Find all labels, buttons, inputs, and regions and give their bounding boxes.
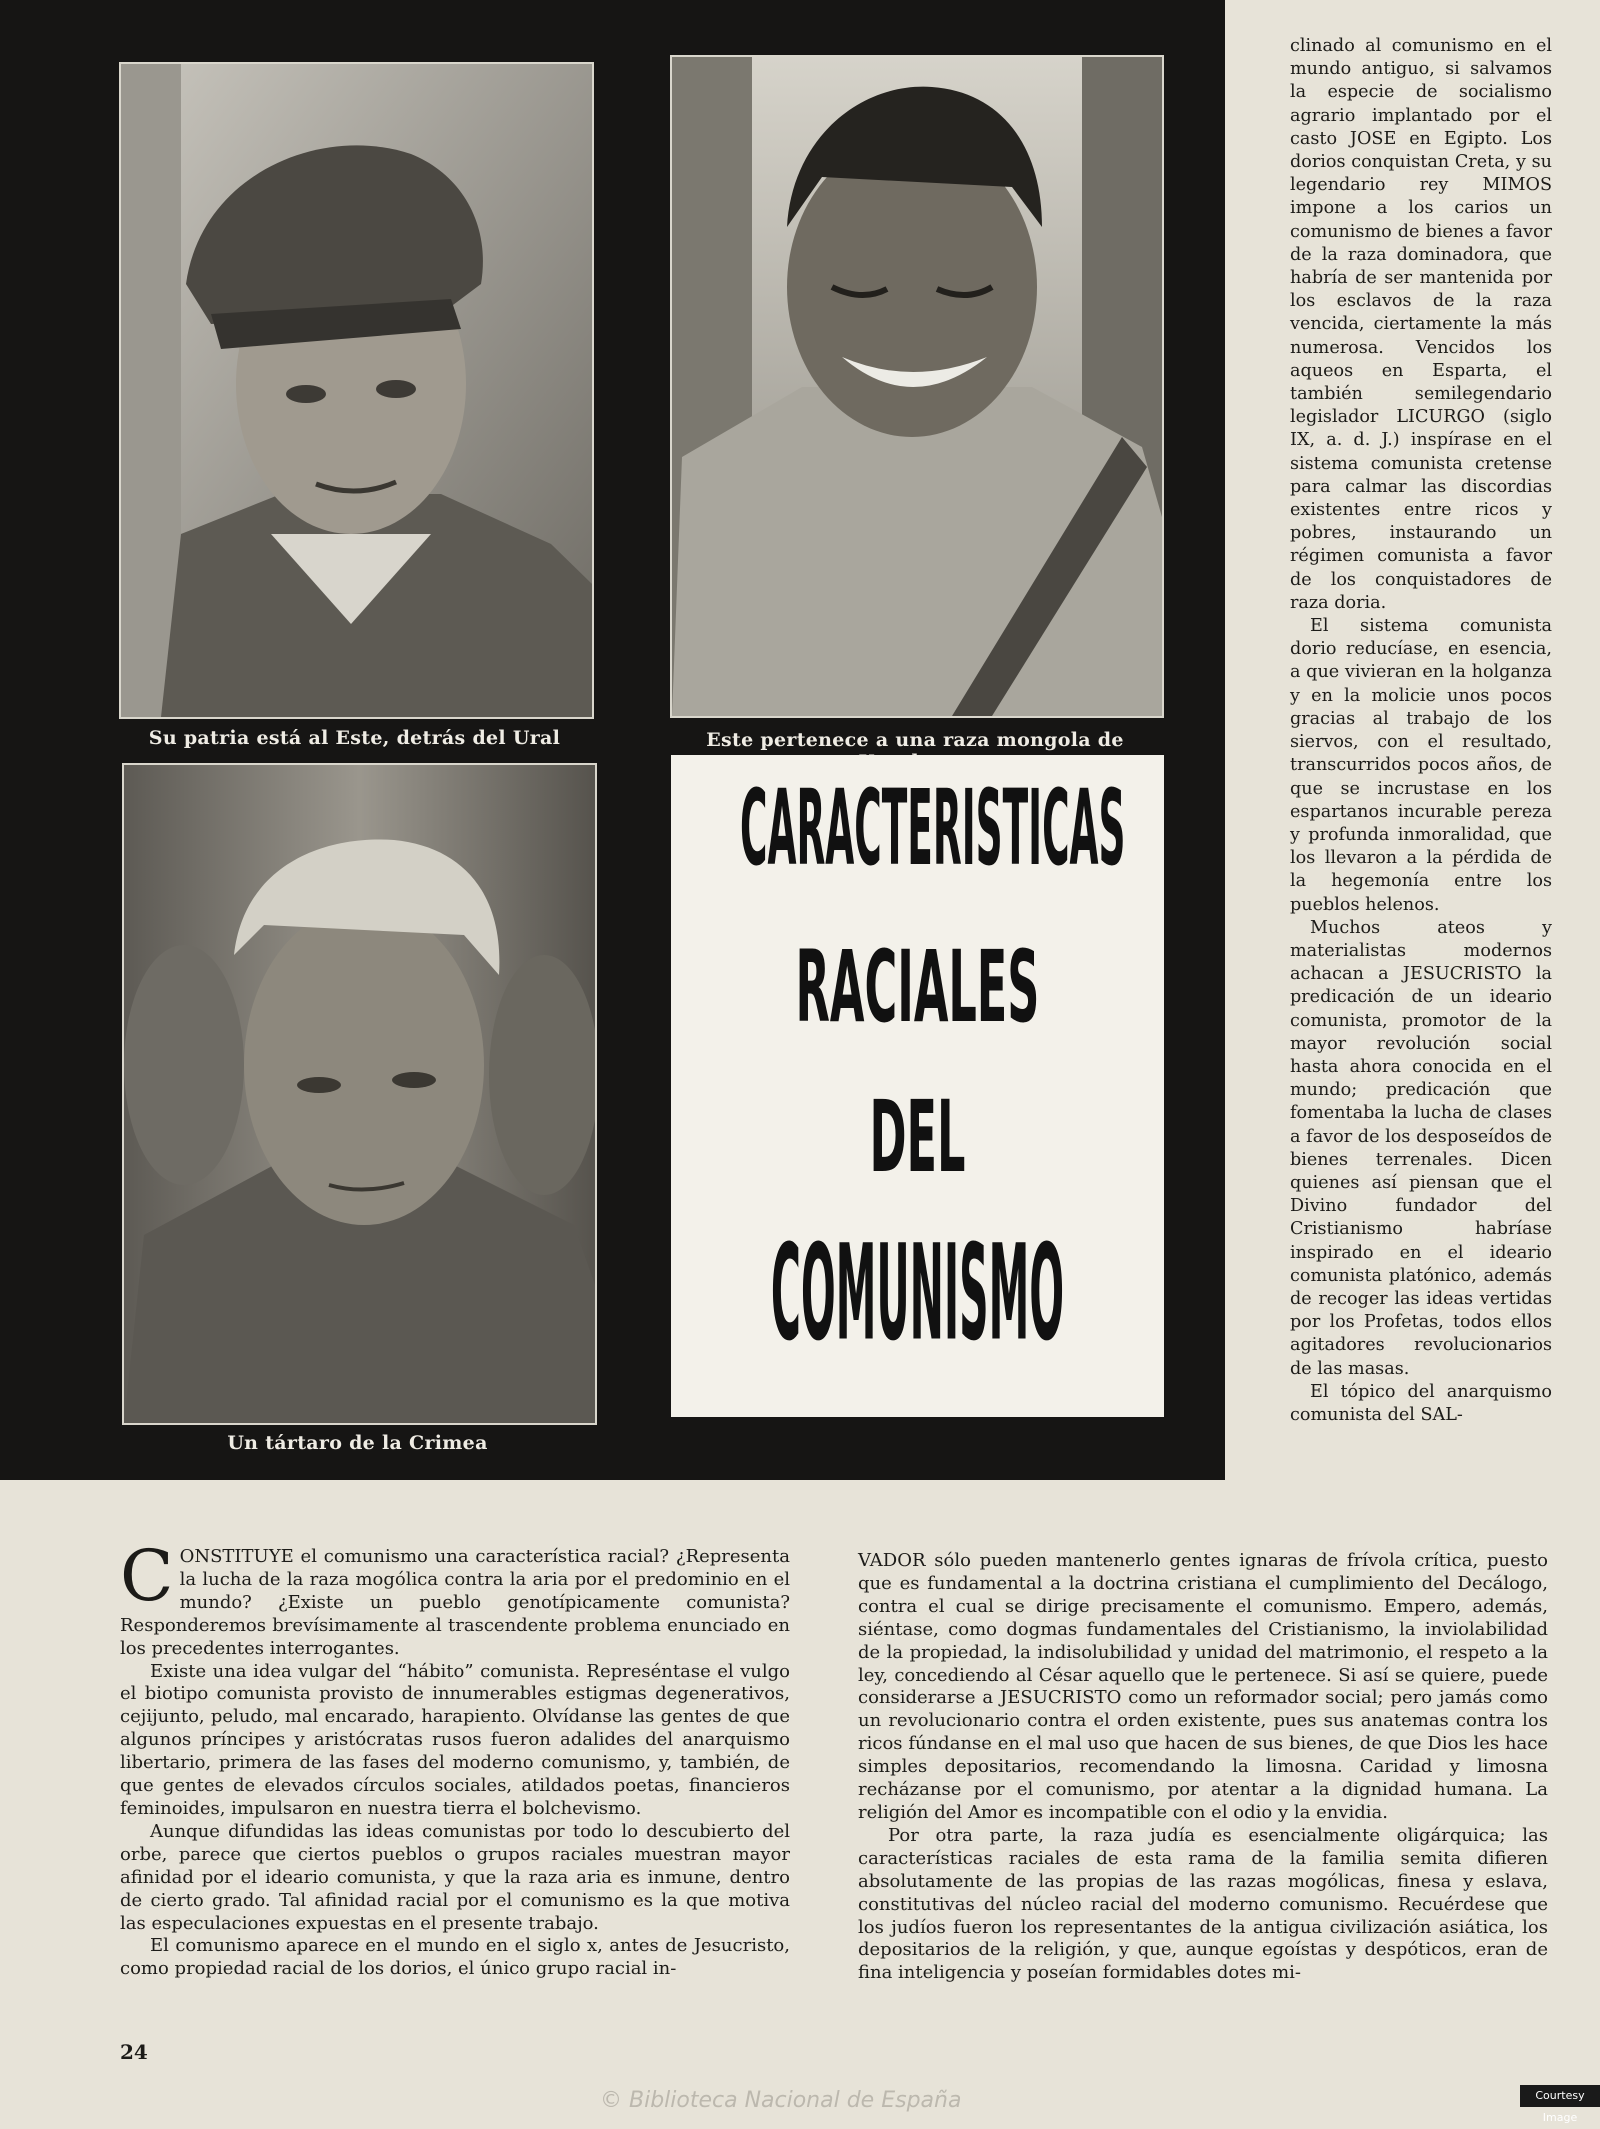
- title-line-4: COMUNISMO: [770, 1216, 1065, 1371]
- right-paragraph: clinado al comunismo en el mundo antiguo, si salvamos la especie de socialismo agrario implantado por el casto JOSE en Egipto. Los dorios conquistan Creta, y su legendario rey MIMOS impone a los carios un comunismo de bienes a favor de la raza dominadora, que habría de ser mantenida por los esclavos de la raza vencida, ciertamente la más numerosa. Vencidos los aqueos en Esparta, el también semilegendario legislador LICURGO (siglo IX, a. d. J.) inspírase en el sistema comunista cretense para calmar las discordias existentes entre ricos y pobres, instaurando un régimen comunista a favor de los conquistadores de raza doria.: [1290, 36, 1552, 613]
- title-line-1: CARACTERISTICAS: [740, 770, 1126, 890]
- right-paragraph: El sistema comunista dorio reducíase, en esencia, a que vivieran en la holganza y en la molicie unos pocos gracias al trabajo de los siervos, con el resultado, transcurridos pocos años, de que se incrustase en los espartanos incurable pereza y profunda inmoralidad, que los llevaron a la pérdida de la hegemonía entre los pueblos helenos.: [1290, 616, 1552, 915]
- courtesy-label: Courtesy Image: [1520, 2085, 1600, 2107]
- photo-smiling-man: [670, 55, 1164, 718]
- middle-paragraph: Por otra parte, la raza judía es esencialmente oligárquica; las características raciales de esta rama de la familia semita difieren absolutamente de las propias de las razas mogólicas, finesa y eslava, constitutivas del núcleo racial del moderno comunismo. Recuérdese que los judíos fueron los representantes de la antigua civilización asiática, los depositarios de la religión, y que, aunque egoístas y despóticos, eran de fina inteligencia y poseían formidables dotes mi-: [858, 1824, 1548, 1984]
- photo-soldier-cap: [119, 62, 594, 719]
- photo-tartar-man: [122, 763, 597, 1425]
- right-paragraph: El tópico del anarquismo comunista del SAL-: [1290, 1381, 1552, 1425]
- middle-paragraph: VADOR sólo pueden mantenerlo gentes ignaras de frívola crítica, puesto que es fundamental a la doctrina cristiana el cumplimiento del Decálogo, contra el cual se dirige precisamente el comunismo. Empero, además, siéntase, como dogmas fundamentales del Cristianismo, la inviolabilidad de la propiedad, la indisolubilidad y unidad del matrimonio, el respeto a la ley, concediendo al César aquello que le pertenece. Si así se quiere, puede considerarse a JESUCRISTO como un reformador social; pero jamás como un revolucionario contra el orden existente, pues sus anatemas contra los ricos fúndanse en el mal uso que hacen de sus bienes, de que Dios les hace simples depositarios, recomendando la limosna. Caridad y limosna recházanse por el comunismo, por atentar a la dignidad humana. La religión del Amor es incompatible con el odio y la envidia.: [858, 1550, 1548, 1823]
- left-paragraph: Aunque difundidas las ideas comunistas por todo lo descubierto del orbe, parece que ciertos pueblos o grupos raciales muestran mayor afinidad por el ideario comunista, y que la raza aria es inmune, dentro de cierto grado. Tal afinidad racial por el comunismo es la que motiva las especulaciones expuestas en el presente trabajo.: [120, 1820, 790, 1934]
- middle-column-text: [858, 1550, 1548, 1985]
- title-line-3: DEL: [869, 1078, 966, 1195]
- right-paragraph: Muchos ateos y materialistas modernos achacan a JESUCRISTO la predicación de un ideario comunista, promotor de la mayor revolución social hasta ahora conocida en el mundo; predicación que fomentaba la lucha de clases a favor de los desposeídos de bienes terrenales. Dicen quienes así piensan que el Divino fundador del Cristianismo habríase inspirado en el ideario comunista platónico, además de recoger las ideas vertidas por los Profetas, todos ellos agitadores revolucionarios de las masas.: [1290, 917, 1552, 1379]
- caption-photo2: Este pertenece a una raza mongola de: [706, 729, 1124, 751]
- left-paragraph-intro: CONSTITUYE el comunismo una característica racial? ¿Representa la lucha de la raza mogólica contra la aria por el predominio en el mundo? ¿Existe un pueblo genotípicamente comunista? Responderemos brevísimamente al trascendente problema enunciado en los precedentes interrogantes.: [120, 1535, 790, 1659]
- article-title-box: [671, 755, 1164, 1417]
- drop-cap: C: [120, 1535, 174, 1617]
- caption-photo1: Su patria está al Este, detrás del Ural: [148, 727, 561, 749]
- left-paragraph: Existe una idea vulgar del “hábito” comunista. Represéntase el vulgo el biotipo comunista provisto de innumerables estigmas degenerativos, cejijunto, peludo, mal encarado, harapiento. Olvídanse las gentes de que algunos príncipes y aristócratas rusos fueron adalides del anarquismo libertario, primera de las fases del moderno comunismo, y, también, de que gentes de elevados círculos sociales, atildados poetas, financieros feminoides, impulsaron en nuestra tierra el bolchevismo.: [120, 1660, 790, 1819]
- caption-photo3: Un tártaro de la Crimea: [227, 1432, 488, 1454]
- library-watermark: © Biblioteca Nacional de España: [600, 2088, 962, 2113]
- left-paragraph: El comunismo aparece en el mundo en el siglo x, antes de Jesucristo, como propiedad racial de los dorios, el único grupo racial in-: [120, 1935, 790, 1980]
- title-line-2: RACIALES: [795, 928, 1040, 1045]
- page-number: 24: [120, 2040, 148, 2064]
- right-column-text: [1290, 35, 1552, 1427]
- left-column-text: [120, 1535, 790, 1981]
